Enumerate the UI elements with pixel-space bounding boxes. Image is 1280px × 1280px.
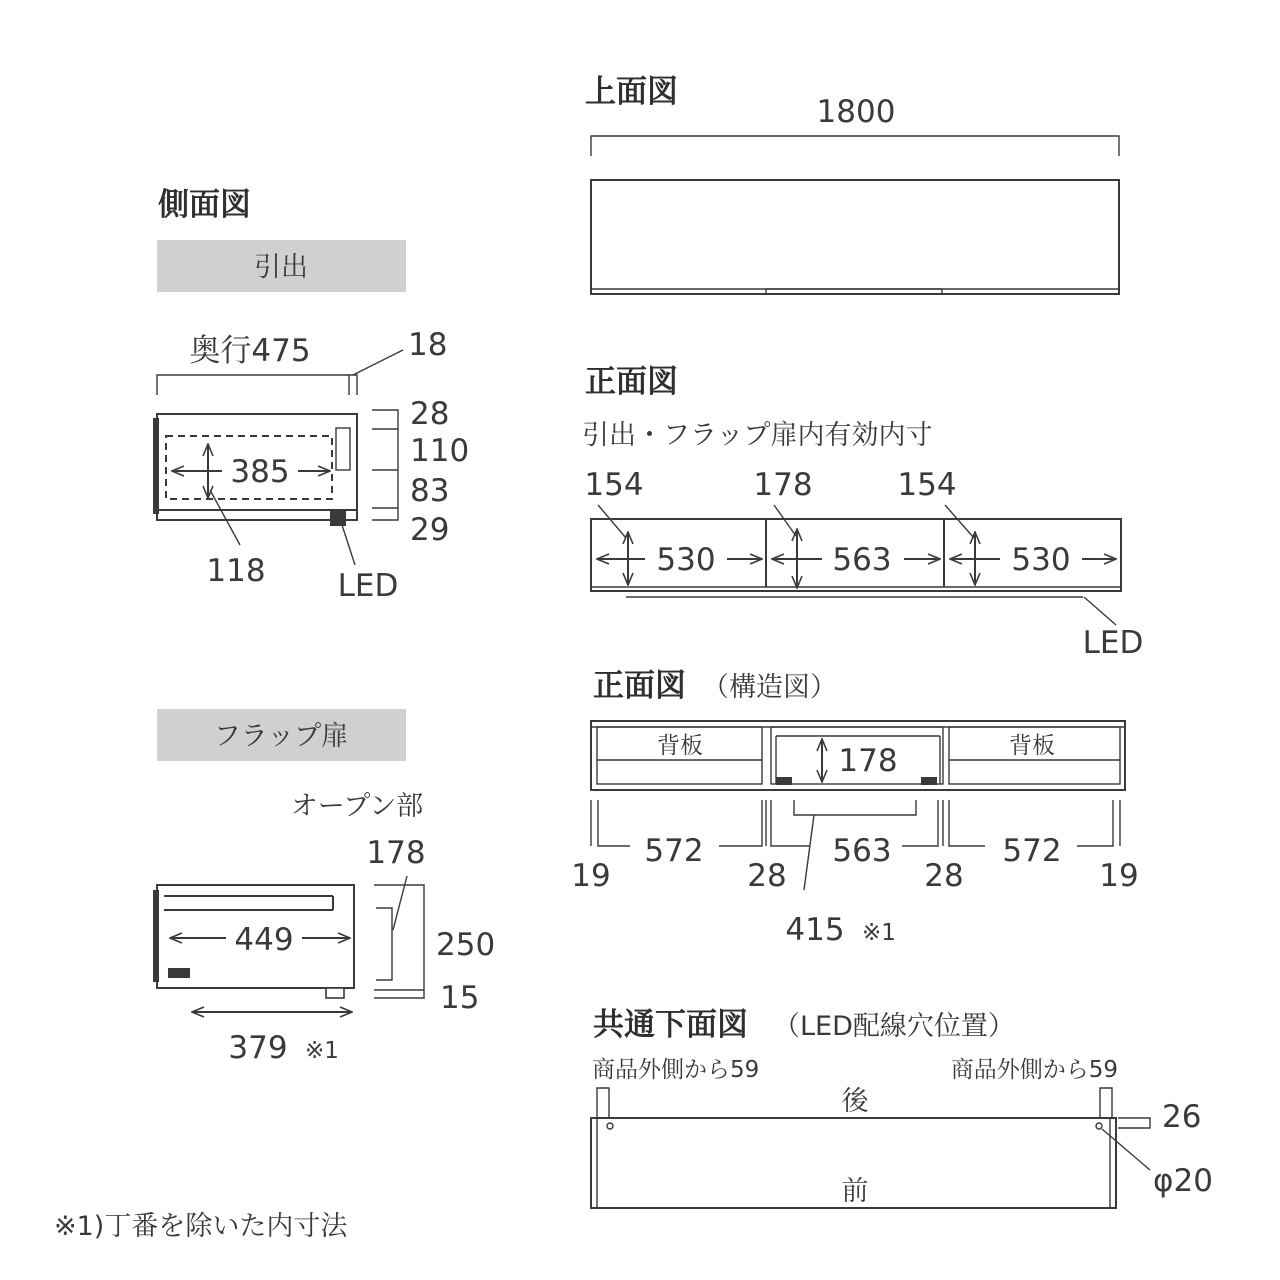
top-width-dim — [591, 136, 1119, 156]
dim-385-label: 385 — [230, 454, 290, 490]
note-ref-379: ※1 — [305, 1038, 339, 1064]
led-unit — [330, 510, 346, 526]
dim-26-label: 26 — [1162, 1099, 1202, 1135]
dim-15-label: 15 — [440, 980, 480, 1016]
front-led-label: LED — [1082, 625, 1144, 661]
structure-width-2: 563 — [832, 833, 892, 869]
depth-dim-line — [157, 375, 357, 395]
side-view-title: 側面図 — [158, 187, 251, 223]
inner-width-dim — [794, 800, 916, 815]
depth-label: 奥行475 — [189, 333, 311, 369]
bottom-view-note: （LED配線穴位置） — [773, 1011, 1015, 1042]
top-width-label: 1800 — [816, 94, 896, 130]
front-height-1: 154 — [584, 467, 644, 503]
front-width-2: 563 — [832, 542, 892, 578]
partition-left: 28 — [747, 858, 787, 894]
dim-83-label: 83 — [410, 473, 450, 509]
dim-18-label: 18 — [408, 327, 448, 363]
back-label: 後 — [841, 1086, 869, 1117]
drawer-tab-label: 引出 — [254, 252, 308, 283]
dim-29-label: 29 — [410, 512, 450, 548]
dim-379-label: 379 — [228, 1030, 288, 1066]
front-height-2: 178 — [753, 467, 813, 503]
structure-view-drawing — [571, 721, 1138, 948]
partition-right: 28 — [924, 858, 964, 894]
led-label-side: LED — [337, 568, 399, 604]
dim-449-label: 449 — [234, 922, 294, 958]
top-view-title: 上面図 — [585, 74, 678, 110]
front-view-subtitle: 引出・フラップ扉内有効内寸 — [582, 420, 933, 451]
flap-side-drawing — [153, 791, 495, 1066]
structure-center-height: 178 — [838, 743, 898, 779]
structure-width-3: 572 — [1002, 833, 1062, 869]
back-panel-left: 背板 — [657, 733, 703, 759]
dim-18-leader — [353, 350, 403, 375]
top-view-body — [591, 180, 1119, 294]
drawer-side-drawing — [153, 327, 469, 604]
left-offset-label: 商品外側から59 — [592, 1057, 760, 1083]
bottom-view-drawing — [591, 1088, 1213, 1208]
front-height-3: 154 — [897, 467, 957, 503]
side-thickness-left: 19 — [571, 858, 611, 894]
front-view-drawing — [591, 505, 1143, 661]
bottom-view-title: 共通下面図 — [593, 1007, 748, 1043]
drawer-front-edge — [153, 418, 159, 514]
flap-tab-label: フラップ扉 — [213, 721, 349, 752]
height-dims — [372, 410, 398, 520]
structure-view-note: （構造図） — [702, 672, 837, 703]
dim-28-label: 28 — [410, 396, 450, 432]
dim-110-label: 110 — [410, 433, 470, 469]
dim-178-leader — [393, 876, 407, 930]
led-leader — [342, 525, 355, 565]
flap-height-dims — [374, 885, 424, 998]
dim-118-label: 118 — [206, 553, 266, 589]
structure-width-1: 572 — [644, 833, 704, 869]
note-ref-415: ※1 — [862, 920, 896, 946]
front-label: 前 — [841, 1176, 869, 1207]
front-led-leader — [1084, 597, 1116, 625]
side-thickness-right: 19 — [1099, 858, 1139, 894]
dim-178-label: 178 — [366, 835, 426, 871]
front-width-1: 530 — [656, 542, 716, 578]
right-offset-label: 商品外側から59 — [950, 1057, 1118, 1083]
front-width-3: 530 — [1011, 542, 1071, 578]
back-panel-right: 背板 — [1009, 733, 1055, 759]
inner-width-label: 415 — [785, 912, 845, 948]
structure-view-title: 正面図 — [593, 668, 686, 704]
open-label: オープン部 — [290, 791, 424, 822]
front-view-title: 正面図 — [585, 364, 678, 400]
footnote: ※1)丁番を除いた内寸法 — [54, 1211, 348, 1242]
hole-diameter-label: φ20 — [1153, 1163, 1213, 1199]
dim-250-label: 250 — [436, 927, 496, 963]
